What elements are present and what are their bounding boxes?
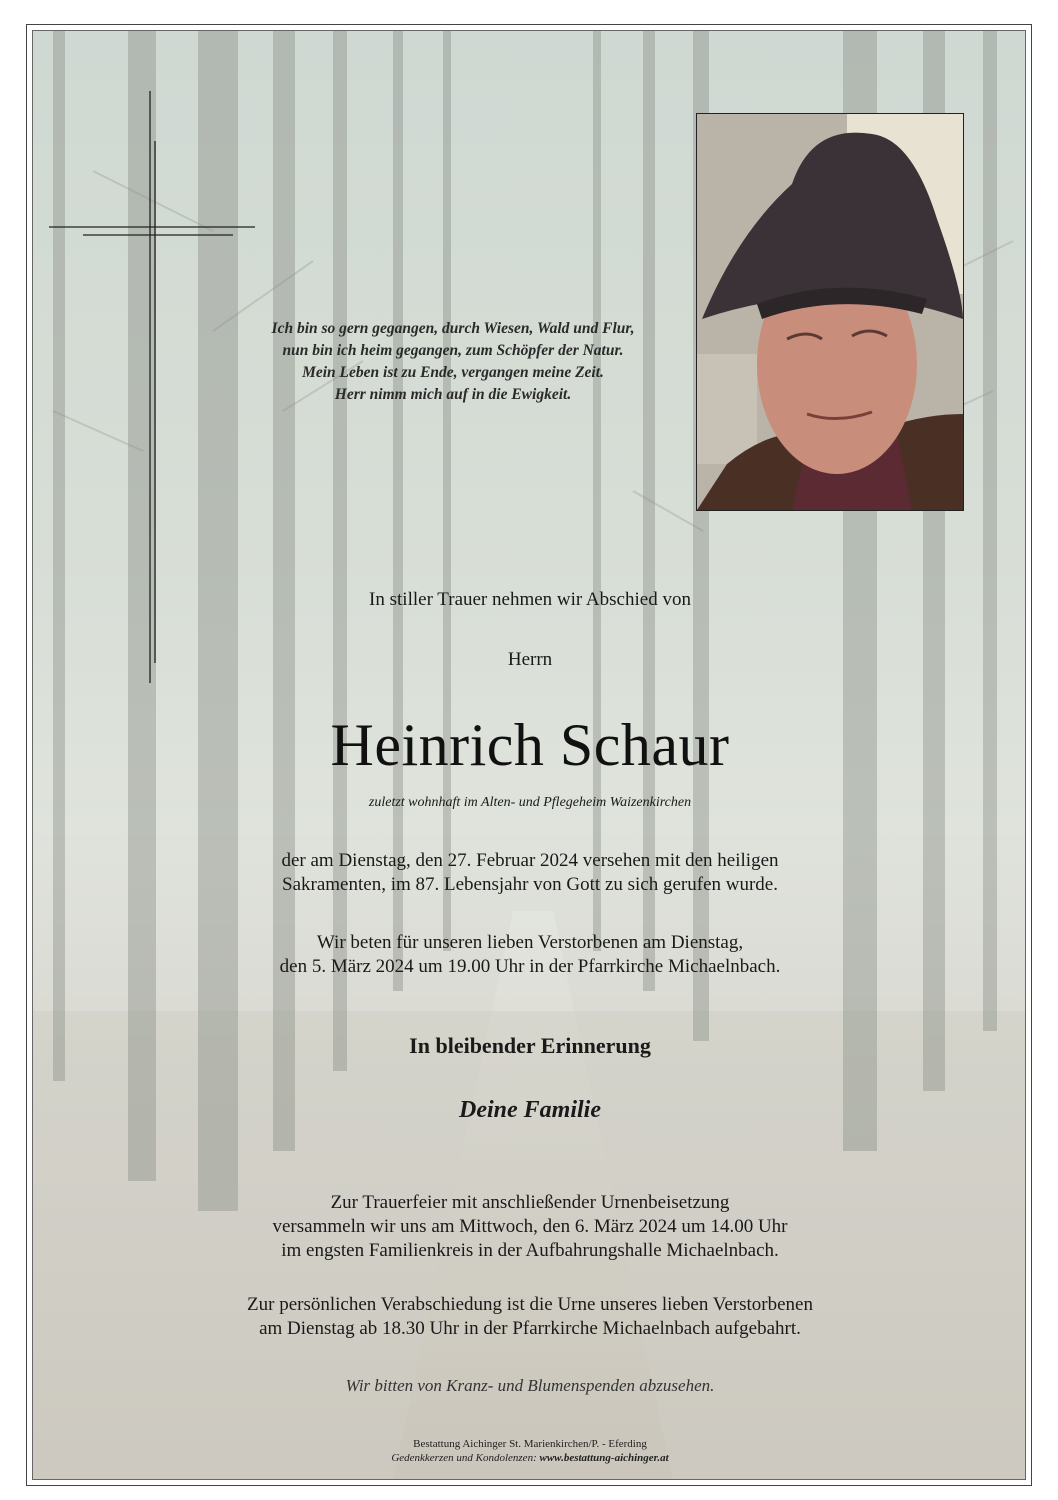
intro-text: In stiller Trauer nehmen wir Abschied von: [369, 589, 691, 610]
death-paragraph: [33, 849, 1026, 897]
remembrance-heading: In bleibender Erinnerung: [409, 1033, 651, 1058]
deceased-name: Heinrich Schaur: [330, 712, 730, 778]
funeral-line: Zur Trauerfeier mit anschließender Urnenbeisetzung: [330, 1192, 730, 1213]
residence-line: zuletzt wohnhaft im Alten- und Pflegeheim Waizenkirchen: [368, 795, 692, 810]
website-link[interactable]: www.bestattung-aichinger.at: [539, 1452, 669, 1464]
prayer-line: Wir beten für unseren lieben Verstorbenen am Dienstag,: [316, 932, 744, 953]
salutation: Herrn: [507, 649, 553, 670]
notice-card: [32, 30, 1026, 1480]
funeral-line: versammeln wir uns am Mittwoch, den 6. März 2024 um 14.00 Uhr: [272, 1216, 788, 1237]
death-line: der am Dienstag, den 27. Februar 2024 versehen mit den heiligen: [281, 850, 779, 871]
footer-condolences-label: Gedenkkerzen und Kondolenzen:: [391, 1452, 537, 1464]
prayer-line: den 5. März 2024 um 19.00 Uhr in der Pfarrkirche Michaelnbach.: [279, 956, 781, 977]
poem-line: Mein Leben ist zu Ende, vergangen meine Zeit.: [302, 364, 604, 381]
footer: [33, 1437, 1026, 1465]
footer-funeral-home: Bestattung Aichinger St. Marienkirchen/P. - Eferding: [413, 1438, 647, 1450]
poem-line: Herr nimm mich auf in die Ewigkeit.: [334, 386, 572, 403]
death-line: Sakramenten, im 87. Lebensjahr von Gott zu sich gerufen wurde.: [282, 874, 778, 895]
portrait-photo: [696, 113, 964, 511]
farewell-line: Zur persönlichen Verabschiedung ist die Urne unseres lieben Verstorbenen: [247, 1294, 813, 1315]
footer-condolences: [33, 1451, 1026, 1465]
farewell-paragraph: [33, 1293, 1026, 1341]
prayer-paragraph: [33, 931, 1026, 979]
farewell-line: am Dienstag ab 18.30 Uhr in der Pfarrkirche Michaelnbach aufgebahrt.: [259, 1318, 801, 1339]
poem: [183, 318, 723, 406]
donation-request: Wir bitten von Kranz- und Blumenspenden abzusehen.: [345, 1376, 715, 1395]
poem-line: nun bin ich heim gegangen, zum Schöpfer der Natur.: [282, 342, 624, 359]
poem-line: Ich bin so gern gegangen, durch Wiesen, Wald und Flur,: [271, 320, 635, 337]
funeral-line: im engsten Familienkreis in der Aufbahrungshalle Michaelnbach.: [281, 1240, 779, 1261]
funeral-paragraph: [33, 1191, 1026, 1263]
family-signature: Deine Familie: [459, 1097, 601, 1123]
